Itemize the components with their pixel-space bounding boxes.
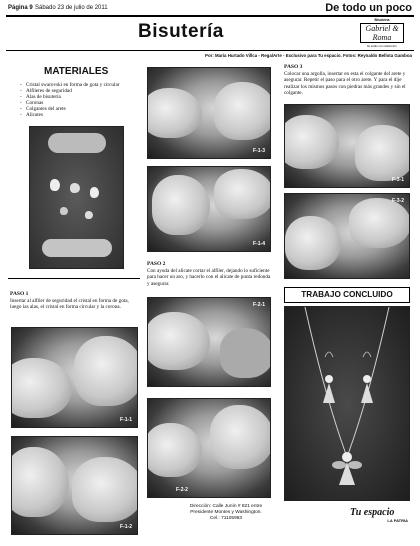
materials-list [18, 82, 151, 119]
address-line2: Presidente Montes y Washington. [190, 510, 262, 515]
hand-shape [214, 82, 271, 140]
pliers-shape [48, 133, 106, 153]
hand-shape [147, 423, 202, 477]
materials-item: - Cristal swarovski en forma de gota y circular [26, 82, 151, 88]
page-label: Página 9 [8, 5, 33, 11]
materials-heading: MATERIALES [44, 66, 109, 77]
photo-caption: F-1-1 [120, 417, 132, 423]
hand-shape [355, 125, 410, 181]
brand-logo-line1: Bisutería [374, 18, 390, 22]
section-name: De todo un poco [325, 2, 412, 14]
address [170, 504, 282, 522]
hand-shape [284, 115, 339, 169]
step1-label: PASO 1 [10, 291, 29, 297]
photo-caption: F-1-2 [120, 524, 132, 530]
footer-logo [350, 507, 412, 537]
address-line1: Dirección: Calle Junín # 821 entre [189, 504, 263, 509]
photo-f31 [284, 104, 410, 188]
materials-item: - Coronas [26, 100, 151, 106]
step2-text: Con ayuda del alicate cortar el alfiler, dejando lo suficiente para hacer un aro, y hacerlo con el alicate de punta redonda y asegurar. [147, 268, 271, 287]
pliers-shape [42, 239, 112, 257]
brand-logo-line3: El estilo con distinción [367, 44, 397, 48]
footer-logo-sub: LA PATRIA [387, 518, 408, 523]
hand-shape [147, 88, 202, 138]
hand-shape [152, 175, 210, 235]
photo-caption: F-3-1 [392, 177, 404, 183]
completed-heading: TRABAJO CONCLUIDO [284, 287, 410, 303]
page-date: Sábado 23 de julio de 2011 [35, 5, 108, 11]
header-rule [6, 15, 414, 17]
necklace-icon [285, 307, 409, 500]
footer-logo-main: Tu espacio [350, 507, 395, 518]
hand-shape [285, 216, 341, 270]
hand-shape [210, 405, 271, 469]
brand-logo [354, 18, 410, 48]
hand-shape [11, 447, 69, 517]
hand-shape [147, 312, 210, 370]
hand-shape [220, 328, 271, 378]
materials-photo [29, 126, 124, 269]
article-title: Bisutería [138, 21, 224, 42]
materials-item: - Colgantes del arete [26, 106, 151, 112]
photo-caption: F-1-4 [253, 241, 265, 247]
hand-shape [214, 169, 271, 219]
crystal-shape [60, 207, 68, 215]
materials-item: - Alicates [26, 112, 151, 118]
step3-text: Colocar una argolla, insertar en esta el colgante del arete y asegurar. Repetir el paso para el otro arete. Y para el dije realizar los mismos pasos con piedras más grandes y sin el colgante. [284, 71, 406, 96]
hand-shape [349, 198, 410, 248]
crystal-shape [85, 211, 93, 219]
brand-logo-line2: Gabriel & Roma [360, 23, 404, 43]
address-line3: Cel.: 71105983 [209, 516, 243, 521]
photo-f12 [11, 436, 138, 535]
step3-label: PASO 3 [284, 64, 303, 70]
col1-rule [8, 278, 140, 279]
hand-shape [72, 457, 138, 522]
materials-item: - Alfileres de seguridad [26, 88, 151, 94]
hand-shape [74, 336, 138, 406]
step1-text: Insertar al alfiler de seguridad el cristal en forma de gota, luego las alas, el cristal en forma circular y la corona. [10, 298, 129, 311]
crystal-shape [50, 179, 60, 191]
photo-f22 [147, 398, 271, 498]
photo-f14 [147, 166, 271, 252]
page-header [6, 2, 414, 16]
step2-label: PASO 2 [147, 261, 166, 267]
photo-caption: F-1-3 [253, 148, 265, 154]
title-rule [6, 50, 414, 51]
completed-photo [284, 306, 410, 501]
photo-caption: F-2-2 [176, 487, 188, 493]
byline: Por: María Hurtado Villca - RegalArte - Exclusivo para Tu espacio. Fotos: Reynaldo Bellota Gamboa [205, 53, 412, 58]
photo-f21 [147, 297, 271, 387]
photo-f32 [284, 193, 410, 279]
photo-caption: F-2-1 [253, 302, 265, 308]
materials-item: - Alas de bisutería [26, 94, 151, 100]
photo-f11 [11, 327, 138, 428]
hand-shape [11, 358, 72, 418]
photo-f13 [147, 67, 271, 159]
photo-caption: F-3-2 [392, 198, 404, 204]
crystal-shape [90, 187, 99, 198]
crystal-shape [70, 183, 80, 193]
